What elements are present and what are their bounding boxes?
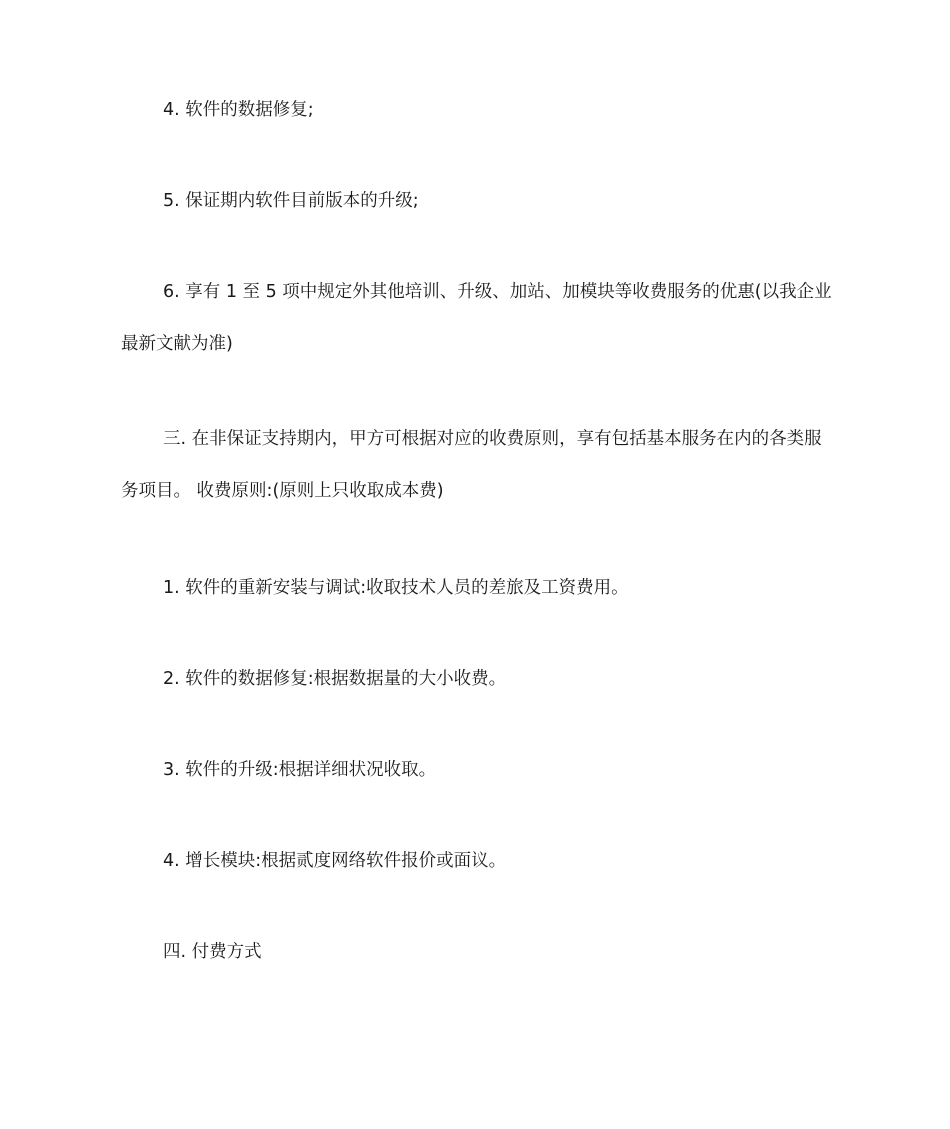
- paragraph-fee-2-data-repair: 2. 软件的数据修复:根据数据量的大小收费。: [163, 669, 507, 689]
- paragraph-fee-4-add-module: 4. 增长模块:根据贰度网络软件报价或面议。: [163, 851, 507, 871]
- paragraph-fee-1-reinstall: 1. 软件的重新安装与调试:收取技术人员的差旅及工资费用。: [163, 578, 629, 598]
- paragraph-item-4-data-repair: 4. 软件的数据修复;: [163, 100, 314, 120]
- section-heading-4-payment-method: 四. 付费方式: [163, 942, 262, 962]
- paragraph-item-5-version-upgrade: 5. 保证期内软件目前版本的升级;: [163, 191, 419, 211]
- paragraph-item-6-discount: 6. 享有 1 至 5 项中规定外其他培训、升级、加站、加模块等收费服务的优惠(以我企业最新文献为准): [121, 282, 832, 354]
- paragraph-fee-3-upgrade: 3. 软件的升级:根据详细状况收取。: [163, 760, 437, 780]
- paragraph-section-3-non-warranty: 三. 在非保证支持期内，甲方可根据对应的收费原则，享有包括基本服务在内的各类服务项目。 收费原则:(原则上只收取成本费): [121, 429, 822, 501]
